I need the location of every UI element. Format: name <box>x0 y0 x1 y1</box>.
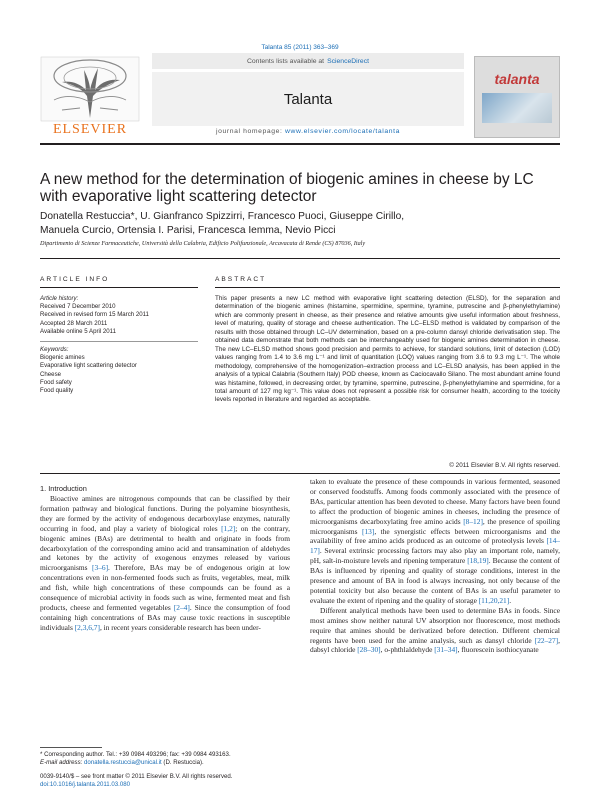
body-text: , the synergistic effects between microorganisms and the availability of free amino acids produced as an outcome of proteolysis levels <box>310 526 560 546</box>
keywords <box>40 346 200 395</box>
body-text: . Therefore, BAs may be of endogenous origin at low concentrations even in non-fermented foods such as fruits, vegetables, meat, milk and fish, while high concentrations of these compounds can be found as a consequence of microbial activity in foods such as wine, fermented meat and fish products, cheese and fermented vegetables <box>40 563 290 612</box>
keyword-item: Food quality <box>40 387 74 395</box>
sciencedirect-link[interactable]: ScienceDirect <box>327 57 369 65</box>
body-text: Different analytical methods have been used to determine BAs in foods. Since most amines show neither natural UV absorption nor fluorescence, most methods require that amines should be derivatized before detection. Different chemical regents have been used for the amine analysis, such as dansyl chloride <box>310 605 560 645</box>
contents-prefix: Contents lists available at <box>246 57 325 65</box>
body-text: , o-phthlaldehyde <box>380 645 435 655</box>
email-link[interactable]: donatella.restuccia@unical.it <box>84 759 162 766</box>
footnote-rule <box>40 747 102 748</box>
journal-homepage <box>152 128 464 139</box>
citation-link[interactable]: [2,3,6,7] <box>74 622 100 632</box>
citation-link[interactable]: [22–27] <box>534 635 559 645</box>
copyright: © 2011 Elsevier B.V. All rights reserved. <box>449 462 560 469</box>
body-text: . Because the content of BAs is influenced by ripening and quality of storage conditions, interest in the presence and amount of BA in food is always increasing, not only because of the potential toxicity but also because the content of BAs is an useful parameter to evaluate the extent of ripening and the quality of storage <box>310 556 560 605</box>
keyword-item: Evaporative light scattering detector <box>40 362 137 370</box>
body-text: , the presence of spoiling microorganisms <box>310 516 560 536</box>
body-text: , dabsyl chloride <box>310 635 560 655</box>
elsevier-wordmark: ELSEVIER <box>52 122 128 137</box>
citation-link[interactable]: [18,19] <box>467 556 489 566</box>
journal-cover-icon <box>474 56 560 138</box>
article-info-heading: ARTICLE INFO <box>40 276 110 283</box>
section-heading-introduction: 1. Introduction <box>40 484 87 493</box>
author-list <box>40 210 560 237</box>
homepage-link[interactable]: www.elsevier.com/locate/talanta <box>285 128 400 135</box>
intro-paragraph-1 <box>40 494 290 633</box>
body-text: . Since the consumption of food containing high concentrations of BAs may cause toxic reactions in susceptible individuals <box>40 602 290 632</box>
keyword-item: Cheese <box>40 370 62 378</box>
body-text: taken to evaluate the presence of these compounds in various fermented, seasoned or conserved foodstuffs. Among foods commonly associated with the presence of BAs, particular attention has been devoted to cheese. Many factors have been found to affect the production of biogenic amines in cheeses, including the presence of microorganisms decarboxylating free amino acids <box>310 477 560 526</box>
citation-link[interactable]: [2–4] <box>173 602 190 612</box>
abstract-bottom-rule <box>40 473 560 474</box>
citation-link[interactable]: [11,20,21] <box>478 595 510 605</box>
homepage-prefix: journal homepage: <box>216 128 283 135</box>
issn-line: 0039-9140/$ – see front matter © 2011 Elsevier B.V. All rights reserved. <box>40 773 233 780</box>
body-text: . <box>509 595 512 605</box>
header-rule <box>40 258 560 259</box>
corresponding-author: * Corresponding author. Tel.: +39 0984 493296; fax: +39 0984 493163. <box>40 751 231 758</box>
body-text: . Several extrinsic processing factors may also play an important role, namely, pH, salt-in-moisture levels and ripening temperature <box>310 546 560 566</box>
authors-line-1: Donatella Restuccia*, U. Gianfranco Spizzirri, Francesco Puoci, Giuseppe Cirillo, <box>40 211 405 222</box>
history-item: Received 7 December 2010 <box>40 303 116 311</box>
body-text: , fluorescein isothiocyanate <box>457 645 539 655</box>
contents-bar <box>152 53 464 69</box>
citation-link[interactable]: [14–17] <box>310 536 560 556</box>
citation-link[interactable]: [3–6] <box>92 563 109 573</box>
email-label: E-mail address: <box>40 759 83 766</box>
body-column-right <box>310 477 560 655</box>
history-item: Received in revised form 15 March 2011 <box>40 311 149 319</box>
footnote-issn <box>40 773 290 789</box>
intro-paragraph-1-cont <box>310 477 560 606</box>
email-suffix: (D. Restuccia). <box>163 759 204 766</box>
email-line <box>40 759 290 767</box>
intro-paragraph-2 <box>310 606 560 656</box>
body-text: , in recent years considerable research has been under- <box>99 622 261 632</box>
article-title: A new method for the determination of biogenic amines in cheese by LC with evaporative light scattering detector <box>40 171 534 205</box>
masthead-rule <box>40 143 560 145</box>
keyword-item: Food safety <box>40 378 72 386</box>
body-column-left <box>40 494 290 633</box>
journal-title: Talanta <box>283 90 333 108</box>
keyword-item: Biogenic amines <box>40 354 85 362</box>
citation-link[interactable]: [31–34] <box>434 645 458 655</box>
history-item: Accepted 28 March 2011 <box>40 319 108 327</box>
authors-line-2: Manuela Curcio, Ortensia I. Parisi, Francesca Iemma, Nevio Picci <box>40 224 336 236</box>
cover-title: talanta <box>494 71 540 87</box>
cover-image <box>482 93 552 123</box>
elsevier-logo[interactable] <box>40 56 140 138</box>
citation-line[interactable]: Talanta 85 (2011) 363–369 <box>261 44 339 51</box>
article-history <box>40 295 200 336</box>
citation-link[interactable]: [28–30] <box>357 645 381 655</box>
footnote-corresponding <box>40 751 290 767</box>
journal-masthead <box>40 53 560 140</box>
journal-band <box>152 72 464 126</box>
citation-link[interactable]: [8–12] <box>463 516 483 526</box>
abstract-text: This paper presents a new LC method with evaporative light scattering detection (ELSD), for the separation and determination of the biogenic amines (histamine, spermidine, spermine, tyramine, putrescine and β-phenylethylamine) which are commonly present in cheese, as their presence and relative amounts give useful information about freshness, level of maturing, quality of storage and cheese authentication. The LC–ELSD method is validated by comparison of the results with those obtained through LC–UV determination, based on a pre-column dansyl chloride derivatisation step. The obtained data demonstrate that both methods can be interchangeably used for biogenic amines determination in cheese. The new LC–ELSD method shows good precision and permits to achieve, for standard solutions, limit of detection (LOD) values ranging from 1.4 to 3.6 mg L⁻¹ and limit of quantitation (LOQ) values ranging from 3.6 to 9.3 mg L⁻¹. The whole methodology, comprehensive of the homogenization–extraction process and LC–ELSD analysis, has been applied in the analysis of a typical Calabria (Southern Italy) POD cheese, known as Caciocavallo Silano. The most abundant amine found was histamine, followed, in decreasing order, by tyramine, spermine, putrescine, β-phenylethylamine and spermidine, for a total amount of 127 mg kg⁻¹. This value does not represent a possible risk for consumer health, according to the toxicity levels reported in literature and regarded as acceptable. <box>215 295 560 404</box>
info-rule <box>40 287 198 288</box>
keywords-label: Keywords: <box>40 346 69 353</box>
keywords-rule <box>40 341 198 342</box>
doi-link[interactable]: doi:10.1016/j.talanta.2011.03.080 <box>40 781 131 788</box>
abstract-heading: ABSTRACT <box>215 276 267 283</box>
abstract-rule <box>215 287 560 288</box>
citation-link[interactable]: [1,2] <box>221 523 236 533</box>
history-item: Available online 5 April 2011 <box>40 327 117 335</box>
elsevier-tree-logo-icon <box>40 56 140 122</box>
body-text: ; on the contrary, biogenic amines (BAs) are detrimental to health and originate in foods from decarboxylation of the corresponding amino acid and transamination of aldehydes and ketones by the activity of exogenous enzymes released by various microorganisms <box>40 523 290 573</box>
affiliation: Dipartimento di Scienze Farmaceutiche, Università della Calabria, Edificio Polifunzionale, Arcavacata di Rende (CS) 87036, Italy <box>40 240 366 247</box>
history-label: Article history: <box>40 295 79 302</box>
citation-link[interactable]: [13] <box>362 526 375 536</box>
body-text: Bioactive amines are nitrogenous compounds that can be classified by their formation pathway and biological functions. During the polyamine biosynthesis, they are formed by the activity of endogenous decarboxylase enzymes, naturally occurring in food, and play a variety of biological roles <box>40 494 290 533</box>
